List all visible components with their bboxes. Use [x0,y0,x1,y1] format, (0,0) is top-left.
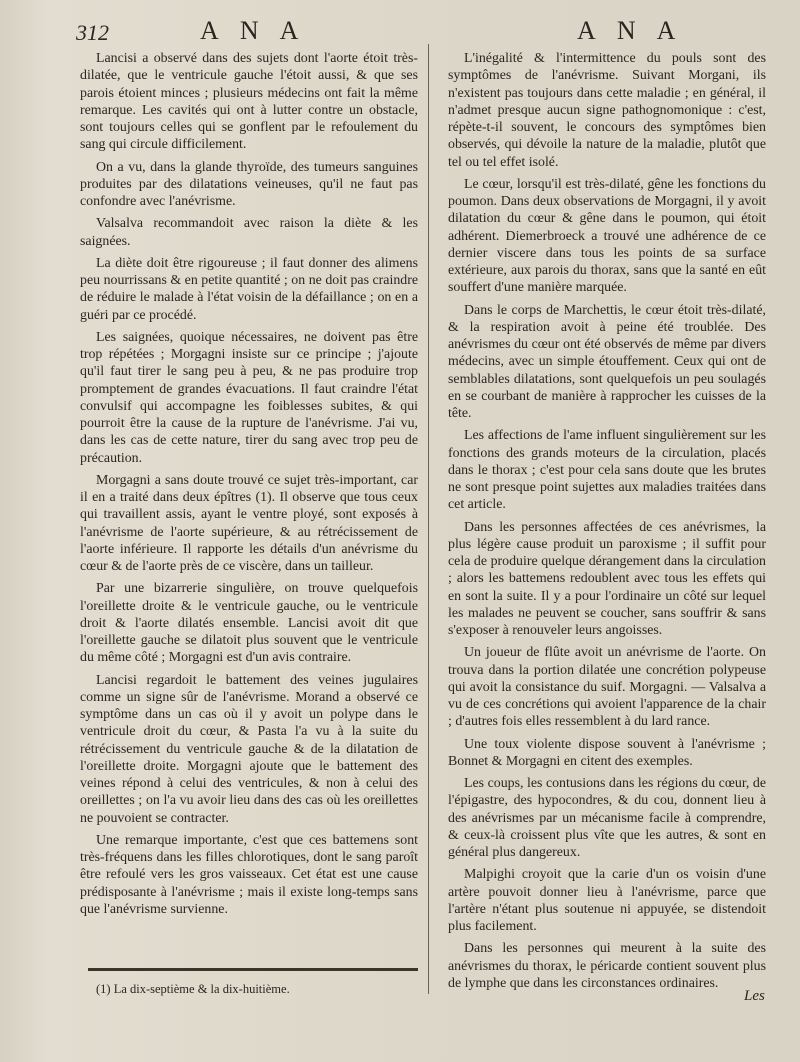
paragraph: Lancisi regardoit le battement des veines jugulaires comme un signe sûr de l'anévrisme. Morand a observé ce symptôme dans un cas où il y avoit un polype dans le ventricule droit du cœur, & Pasta l'a vu à la suite du rétrécissement du ventricule gauche & de la dilatation de l'oreillette droite. Morgagni ajoute que le battement des veines répond à celui des ventricules, & non à celui des oreillettes ; on l'a vu avoir lieu dans des cas où les oreillettes ne pouvoient se contracter. [80,672,418,826]
paragraph: Le cœur, lorsqu'il est très-dilaté, gêne les fonctions du poumon. Dans deux observations de Morgagni, il y avoit dilatation du cœur & gêne dans le poumon, qui étoit adhérent. Diemerbroeck a trouvé une adhérence de ce dernier viscere dans tous les points de sa surface extérieure, aux parois du thorax, sans que la santé en eût souffert d'une manière marquée. [448,176,766,296]
paragraph: Un joueur de flûte avoit un anévrisme de l'aorte. On trouva dans la portion dilatée une concrétion polypeuse qui avoit la consistance du suif. Morgagni. — Valsalva a vu de ces concrétions qui avoient l'apparence de la chair ; d'autres fois elles ressemblent à du lard rance. [448,645,766,730]
paragraph: Les saignées, quoique nécessaires, ne doivent pas être trop répétées ; Morgagni insiste sur ce principe ; j'ajoute qu'il faut tirer le sang peu à peu, & ne pas produire trop promptement de grandes évacuations. Il faut craindre l'état convulsif qui accompagne les foiblesses subites, & qui pourroit être la cause de la rupture de l'anévrisme. J'ai vu, dans les cas de cette nature, tirer du sang avec trop peu de précaution. [80,329,418,466]
paragraph: Par une bizarrerie singulière, on trouve quelquefois l'oreillette droite & le ventricule gauche, ou le ventricule droit & l'aorte dilatés ensemble. Lancisi avoit dit que l'oreillette gauche se dilatoit plus souvent que le ventricule du même côté ; Morgagni est d'un avis contraire. [80,581,418,666]
left-column [80,50,418,923]
catchword: Les [744,988,765,1004]
running-head-left: A N A [200,16,307,45]
column-divider [428,44,429,994]
paragraph: On a vu, dans la glande thyroïde, des tumeurs sanguines produites par des dilatations veineuses, qu'il ne faut pas confondre avec l'anévrisme. [80,159,418,209]
running-head-right: A N A [577,16,684,45]
page-header [0,14,800,48]
paragraph: Valsalva recommandoit avec raison la diète & les saignées. [80,216,418,249]
paragraph: Une remarque importante, c'est que ces battemens sont très-fréquens dans les filles chlorotiques, dont le sang paroît être refoulé vers les gros vaisseaux. Cet état est une cause prédisposante à l'anévrisme ; mais il existe long-temps sans que l'anévrisme survienne. [80,832,418,917]
paragraph: Morgagni a sans doute trouvé ce sujet très-important, car il en a traité dans deux épîtres (1). Il observe que tous ceux qui travaillent assis, ayant le ventre ployé, sont exposés à l'anévrisme de l'aorte supérieure, & au rétrécissement de l'aorte inférieure. Il rapporte les détails d'un anévrisme du cœur & de l'aorte près de ce viscère, dans un tailleur. [80,472,418,574]
paragraph: Les coups, les contusions dans les régions du cœur, de l'épigastre, des hypocondres, & du cou, donnent lieu à des anévrismes par un mécanisme facile à comprendre, & ceux-là croissent plus vîte que les autres, & sont en général plus dangereux. [448,776,766,860]
paragraph: Les affections de l'ame influent singulièrement sur les fonctions des grands moteurs de la circulation, placés dans le thorax ; c'est pour cela sans doute que les brutes ne sont presque point sujettes aux maladies traitées dans cet article. [448,428,766,513]
paragraph: L'inégalité & l'intermittence du pouls sont des symptômes de l'anévrisme. Suivant Morgani, ils n'existent pas toujours dans cette maladie ; en général, il n'admet presque aucun signe pathognomonique : c'est, répète-t-il souvent, le concours des symptômes bien observés, qui dévoile la nature de la maladie, plutôt que tel ou tel effet isolé. [448,51,766,170]
paragraph: Une toux violente dispose souvent à l'anévrisme ; Bonnet & Morgagni en citent des exemples. [448,736,766,769]
paragraph: Dans les personnes affectées de ces anévrismes, la plus légère cause produit un paroxisme ; il suffit pour cela de produire quelque dérangement dans la circulation ; alors les battemens redoublent avec tous les effets qui en sont la suite. Il y a pour l'ordinaire un côté sur lequel les malades ne peuvent se coucher, sans souffrir & sans s'exposer à renouveler leurs angoisses. [448,519,766,638]
paragraph: La diète doit être rigoureuse ; il faut donner des alimens peu nourrissans & en petite quantité ; on ne doit pas craindre de réduire le malade à l'état voisin de la défaillance ; on en a guéri par ce procédé. [80,255,418,323]
page-number: 312 [76,20,109,45]
paragraph: Dans le corps de Marchettis, le cœur étoit très-dilaté, & la respiration avoit à peine été troublée. Des anévrismes du cœur ont été observés de même par divers médecins, avec un simple étouffement. Ceux qui ont de semblables dilatations, sont quelquefois un peu soulagés en se courbant de manière à rapprocher les cuisses de la tête. [448,302,766,421]
paragraph: Malpighi croyoit que la carie d'un os voisin d'une artère pouvoit donner lieu à l'anévrisme, parce que l'artère n'étant plus soutenue ni appuyée, se distendoit plus facilement. [448,867,766,934]
footnote-rule [88,968,418,971]
right-column [448,50,766,997]
footnote: (1) La dix-septième & la dix-huitième. [96,982,290,996]
paragraph: Lancisi a observé dans des sujets dont l'aorte étoit très-dilatée, que le ventricule gauche l'étoit aussi, & que ses parois étoient minces ; plusieurs médecins ont fait la même remarque. Les cavités qui ont à lutter contre un obstacle, sont toujours celles qui se gonflent par le refoulement du sang qui circule difficilement. [80,51,418,153]
paragraph: Dans les personnes qui meurent à la suite des anévrismes du thorax, le péricarde contient souvent plus de lymphe que dans les circonstances ordinaires. [448,941,766,991]
